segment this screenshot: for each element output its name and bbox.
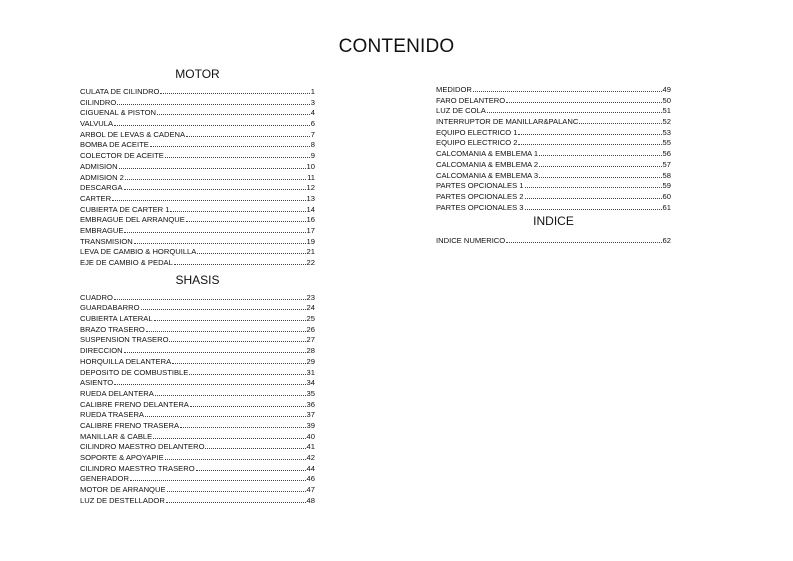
toc-entry [80, 367, 315, 378]
dot-leader [539, 148, 661, 156]
toc-entry [80, 292, 315, 303]
toc-entry-page: 29 [306, 356, 315, 366]
toc-entry [80, 495, 315, 506]
toc-entry-page: 61 [662, 202, 671, 212]
toc-entry-label: LEVA DE CAMBIO & HORQUILLA [80, 247, 197, 257]
toc-entry-page: 28 [306, 346, 315, 356]
toc-entry-label: CALIBRE FRENO TRASERA [80, 420, 180, 430]
toc-entry [80, 324, 315, 335]
toc-entry-label: GENERADOR [80, 474, 129, 484]
toc-entry [80, 388, 315, 399]
toc-entry-label: CULATA DE CILINDRO [80, 87, 160, 96]
toc-entry-page: 25 [306, 314, 315, 324]
toc-list-electrical [436, 84, 671, 212]
toc-entry-label: DIRECCION [80, 346, 123, 356]
dot-leader [473, 84, 662, 92]
toc-entry [80, 118, 315, 129]
toc-entry [80, 129, 315, 140]
dot-leader [525, 202, 662, 210]
toc-entry [436, 170, 671, 181]
toc-entry-page: 56 [662, 149, 671, 159]
toc-entry [436, 202, 671, 213]
toc-entry-label: ARBOL DE LEVAS & CADENA [80, 129, 186, 139]
dot-leader [167, 484, 306, 492]
toc-entry-label: HORQUILLA DELANTERA [80, 356, 172, 366]
toc-entry [80, 246, 315, 257]
dot-leader [186, 214, 306, 222]
toc-entry-label: EQUIPO ELECTRICO 2 [436, 138, 518, 148]
toc-entry [436, 105, 671, 116]
toc-entry-page: 22 [306, 258, 315, 267]
toc-entry-label: MEDIDOR [436, 85, 472, 94]
toc-entry-page: 27 [306, 335, 315, 345]
toc-entry [80, 431, 315, 442]
dot-leader [197, 246, 305, 254]
toc-entry-page: 14 [306, 204, 315, 214]
toc-entry-label: CALCOMANIA & EMBLEMA 2 [436, 159, 539, 169]
toc-entry-label: PARTES OPCIONALES 2 [436, 191, 524, 201]
toc-entry [80, 377, 315, 388]
toc-entry-page: 21 [306, 247, 315, 257]
toc-entry [436, 137, 671, 148]
dot-leader [153, 431, 305, 439]
dot-leader [146, 324, 306, 332]
toc-entry-page: 17 [306, 225, 315, 235]
section-heading-shasis: SHASIS [175, 272, 220, 287]
toc-entry-label: RUEDA TRASERA [80, 410, 145, 420]
toc-entry [80, 139, 315, 150]
toc-entry-page: 19 [306, 236, 315, 246]
toc-entry [80, 345, 315, 356]
toc-entry [436, 116, 671, 127]
toc-entry [80, 86, 315, 97]
toc-left-column [80, 67, 315, 505]
toc-entry-label: MANILLAR & CABLE [80, 431, 153, 441]
toc-entry-page: 31 [306, 367, 315, 377]
toc-entry-page: 8 [310, 140, 315, 150]
section-heading-indice: INDICE [533, 214, 574, 229]
dot-leader [186, 129, 310, 137]
toc-list-indice [436, 235, 671, 246]
dot-leader [190, 399, 306, 407]
toc-entry-page: 39 [306, 420, 315, 430]
dot-leader [539, 170, 661, 178]
toc-entry-label: DEPOSITO DE COMBUSTIBLE [80, 367, 189, 377]
toc-entry-page: 36 [306, 399, 315, 409]
toc-entry-page: 42 [306, 453, 315, 462]
toc-entry [80, 204, 315, 215]
toc-entry [436, 159, 671, 170]
toc-entry [80, 399, 315, 410]
dot-leader [155, 388, 306, 396]
toc-entry-label: TRANSMISION [80, 236, 133, 246]
toc-entry-label: VALVULA [80, 119, 114, 129]
dot-leader [165, 452, 306, 460]
toc-entry-label: INTERRUPTOR DE MANILLAR&PALANC [436, 117, 579, 127]
toc-entry-page: 4 [310, 108, 315, 118]
toc-entry [436, 235, 671, 246]
dot-leader [124, 345, 306, 353]
dot-leader [112, 193, 305, 201]
dot-leader [518, 137, 661, 145]
toc-entry-page: 24 [306, 303, 315, 313]
toc-entry-page: 51 [662, 106, 671, 116]
toc-entry-label: EMBRAGUE [80, 225, 124, 235]
toc-entry-label: CARTER [80, 193, 112, 203]
dot-leader [205, 441, 305, 449]
toc-entry-page: 13 [306, 193, 315, 203]
toc-entry-page: 3 [310, 97, 315, 107]
dot-leader [114, 292, 306, 300]
dot-leader [579, 116, 661, 124]
toc-entry [80, 97, 315, 108]
dot-leader [145, 409, 306, 417]
dot-leader [525, 191, 662, 199]
dot-leader [196, 463, 306, 471]
toc-entry-page: 7 [310, 129, 315, 139]
toc-entry-label: BRAZO TRASERO [80, 324, 145, 334]
toc-entry-label: COLECTOR DE ACEITE [80, 151, 164, 161]
toc-entry-page: 53 [662, 127, 671, 137]
dot-leader [154, 313, 306, 321]
toc-list-motor [80, 86, 315, 268]
toc-entry-page: 44 [306, 463, 315, 473]
toc-entry [80, 257, 315, 268]
dot-leader [157, 107, 310, 115]
page-title: CONTENIDO [338, 36, 455, 57]
dot-leader [172, 356, 305, 364]
toc-entry [80, 484, 315, 495]
toc-entry [436, 191, 671, 202]
toc-entry-label: INDICE NUMERICO [436, 236, 506, 246]
dot-leader [141, 302, 306, 310]
toc-entry [80, 313, 315, 324]
toc-entry-page: 59 [662, 181, 671, 191]
toc-entry-label: CILINDRO MAESTRO DELANTERO [80, 442, 205, 452]
toc-entry-page: 11 [307, 172, 315, 182]
toc-entry-page: 48 [306, 495, 315, 505]
toc-entry [436, 84, 671, 95]
toc-entry-page: 47 [306, 485, 315, 495]
dot-leader [165, 150, 310, 158]
dot-leader [180, 420, 306, 428]
section-heading-motor: MOTOR [175, 67, 220, 81]
toc-entry [436, 180, 671, 191]
dot-leader [525, 180, 662, 188]
toc-entry [80, 463, 315, 474]
dot-leader [189, 367, 305, 375]
toc-entry-page: 49 [662, 85, 671, 94]
toc-entry [80, 441, 315, 452]
toc-entry [436, 148, 671, 159]
toc-entry-page: 40 [306, 431, 315, 441]
toc-entry [80, 214, 315, 225]
dot-leader [506, 235, 661, 243]
toc-entry-label: CILINDRO [80, 97, 117, 107]
toc-entry-label: LUZ DE COLA [436, 106, 486, 116]
toc-entry-label: CUBIERTA DE CARTER 1 [80, 204, 170, 214]
dot-leader [130, 473, 306, 481]
toc-entry-label: BOMBA DE ACEITE [80, 140, 149, 150]
toc-entry [80, 356, 315, 367]
toc-entry-label: ADMISION [80, 161, 118, 171]
toc-entry-page: 62 [662, 236, 671, 246]
dot-leader [160, 86, 309, 94]
dot-leader [506, 95, 661, 103]
dot-leader [117, 97, 309, 105]
toc-entry-label: DESCARGA [80, 183, 123, 193]
dot-leader [134, 236, 306, 244]
toc-entry-label: CALCOMANIA & EMBLEMA 3 [436, 170, 539, 180]
toc-entry-label: MOTOR DE ARRANQUE [80, 485, 166, 495]
toc-entry-page: 1 [310, 87, 315, 96]
dot-leader [169, 334, 305, 342]
dot-leader [119, 161, 306, 169]
toc-entry-label: ASIENTO [80, 378, 114, 388]
toc-entry-page: 57 [662, 159, 671, 169]
toc-entry [80, 150, 315, 161]
toc-entry-label: FARO DELANTERO [436, 95, 506, 105]
toc-entry-page: 35 [306, 388, 315, 398]
toc-entry-label: GUARDABARRO [80, 303, 140, 313]
toc-entry [80, 182, 315, 193]
dot-leader [174, 257, 306, 265]
toc-entry-label: CIGUENAL & PISTON [80, 108, 156, 118]
dot-leader [114, 118, 310, 126]
toc-entry [80, 172, 315, 183]
dot-leader [125, 172, 306, 180]
toc-entry [80, 107, 315, 118]
toc-entry-page: 10 [306, 161, 315, 171]
toc-entry-label: CILINDRO MAESTRO TRASERO [80, 463, 195, 473]
toc-entry [80, 236, 315, 247]
toc-entry-page: 9 [310, 151, 315, 161]
dot-leader [166, 495, 306, 503]
toc-entry-label: CALIBRE FRENO DELANTERA [80, 399, 189, 409]
toc-entry-page: 50 [662, 95, 671, 105]
dot-leader [518, 127, 661, 135]
toc-entry-label: PARTES OPCIONALES 3 [436, 202, 524, 212]
toc-entry [80, 420, 315, 431]
toc-entry [80, 334, 315, 345]
toc-entry-label: SOPORTE & APOYAPIE [80, 453, 164, 462]
toc-right-column [436, 84, 671, 246]
dot-leader [124, 225, 305, 233]
dot-leader [124, 182, 306, 190]
toc-entry-label: PARTES OPCIONALES 1 [436, 181, 524, 191]
toc-entry [80, 302, 315, 313]
toc-entry [80, 473, 315, 484]
toc-entry-page: 26 [306, 324, 315, 334]
dot-leader [539, 159, 661, 167]
toc-entry-label: CUADRO [80, 292, 113, 302]
toc-entry-page: 23 [306, 292, 315, 302]
toc-entry [80, 161, 315, 172]
toc-entry-label: EQUIPO ELECTRICO 1 [436, 127, 518, 137]
dot-leader [150, 139, 310, 147]
toc-entry-label: CALCOMANIA & EMBLEMA 1 [436, 149, 539, 159]
toc-entry-label: ADMISION 2 [80, 172, 124, 182]
toc-entry-page: 60 [662, 191, 671, 201]
dot-leader [114, 377, 305, 385]
toc-entry [80, 409, 315, 420]
toc-entry-label: EMBRAGUE DEL ARRANQUE [80, 215, 185, 225]
dot-leader [487, 105, 662, 113]
toc-entry [80, 193, 315, 204]
toc-entry-page: 6 [310, 119, 315, 129]
toc-entry-label: RUEDA DELANTERA [80, 388, 154, 398]
toc-entry-page: 41 [306, 442, 315, 452]
toc-entry-page: 12 [306, 183, 315, 193]
toc-entry-page: 52 [662, 117, 671, 127]
toc-entry-page: 16 [306, 215, 315, 225]
toc-entry [80, 225, 315, 236]
toc-entry-label: CUBIERTA LATERAL [80, 314, 153, 324]
toc-entry-label: LUZ DE DESTELLADOR [80, 495, 165, 505]
toc-entry-label: SUSPENSION TRASERO [80, 335, 169, 345]
toc-list-shasis [80, 292, 315, 506]
toc-entry [436, 127, 671, 138]
toc-entry-page: 55 [662, 138, 671, 148]
toc-entry-page: 37 [306, 410, 315, 420]
toc-entry-label: EJE DE CAMBIO & PEDAL [80, 258, 173, 267]
toc-entry-page: 58 [662, 170, 671, 180]
toc-entry [436, 95, 671, 106]
toc-entry-page: 46 [306, 474, 315, 484]
toc-entry-page: 34 [306, 378, 315, 388]
toc-entry [80, 452, 315, 463]
dot-leader [170, 204, 305, 212]
